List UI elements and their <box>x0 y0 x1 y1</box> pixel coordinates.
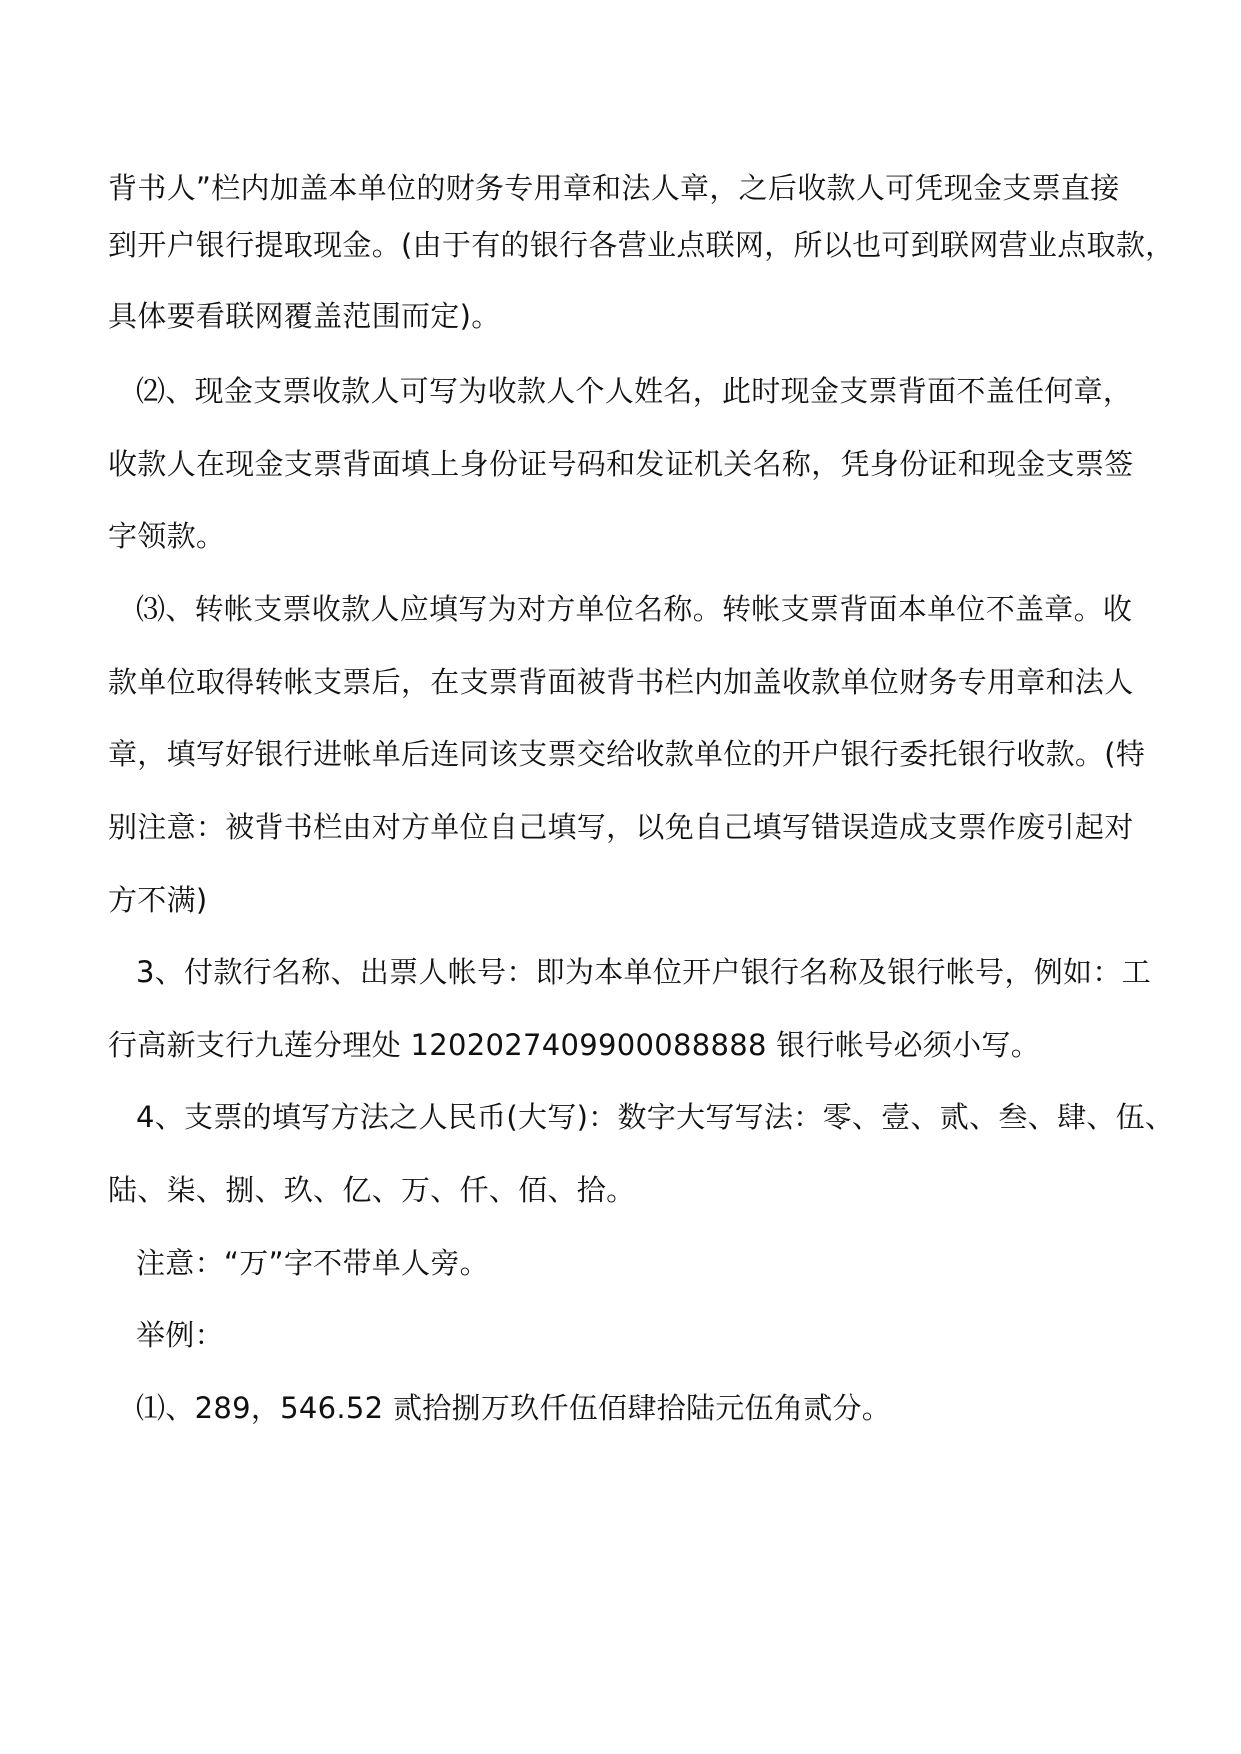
text-line: 3、付款行名称、出票人帐号：即为本单位开户银行名称及银行帐号，例如：工 <box>136 955 1151 989</box>
text-line: 方不满) <box>108 883 208 917</box>
text-line: 别注意：被背书栏由对方单位自己填写，以免自己填写错误造成支票作废引起对 <box>108 810 1134 844</box>
text-line: 背书人”栏内加盖本单位的财务专用章和法人章，之后收款人可凭现金支票直接 <box>108 171 1120 205</box>
text-line: 举例： <box>136 1318 224 1352</box>
text-line: 款单位取得转帐支票后，在支票背面被背书栏内加盖收款单位财务专用章和法人 <box>108 665 1134 699</box>
text-line: ⑶、转帐支票收款人应填写为对方单位名称。转帐支票背面本单位不盖章。收 <box>136 592 1133 626</box>
text-line: 字领款。 <box>108 519 226 553</box>
text-line: 章，填写好银行进帐单后连同该支票交给收款单位的开户银行委托银行收款。(特 <box>108 737 1146 771</box>
text-line: 4、支票的填写方法之人民币(大写)：数字大写写法：零、壹、贰、叁、肆、伍、 <box>136 1100 1175 1134</box>
text-line: 收款人在现金支票背面填上身份证号码和发证机关名称，凭身份证和现金支票签 <box>108 447 1134 481</box>
text-line: 陆、柒、捌、玖、亿、万、仟、佰、拾。 <box>108 1173 636 1207</box>
text-line: 具体要看联网覆盖范围而定)。 <box>108 299 501 333</box>
text-line: 注意：“万”字不带单人旁。 <box>136 1246 489 1280</box>
text-line: 行高新支行九莲分理处 1202027409900088888 银行帐号必须小写。 <box>108 1028 1040 1062</box>
text-line: ⑵、现金支票收款人可写为收款人个人姓名，此时现金支票背面不盖任何章， <box>136 374 1133 408</box>
text-line: 到开户银行提取现金。(由于有的银行各营业点联网，所以也可到联网营业点取款， <box>108 228 1175 262</box>
text-line: ⑴、289，546.52 贰拾捌万玖仟伍佰肆拾陆元伍角贰分。 <box>136 1391 892 1425</box>
